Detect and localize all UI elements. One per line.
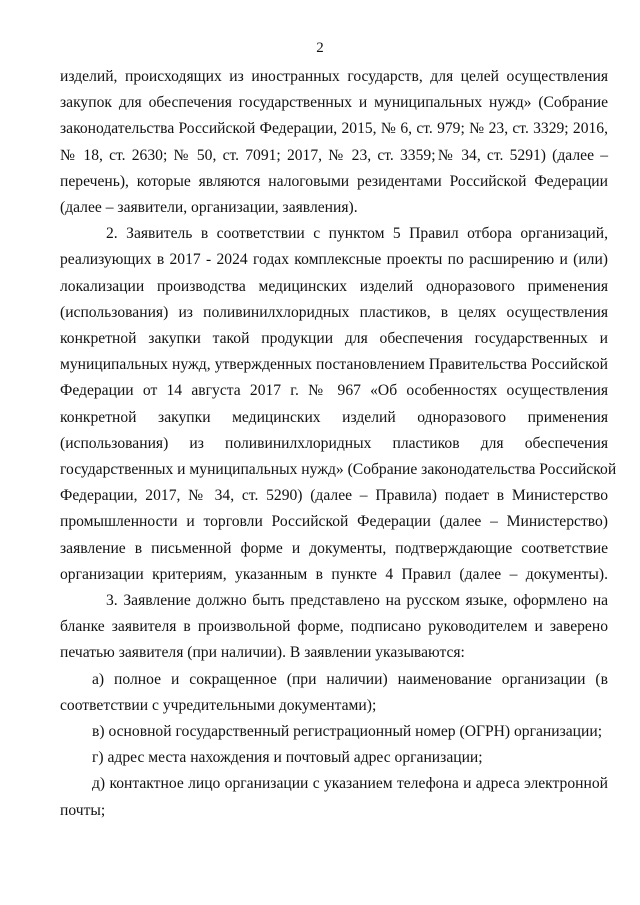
- text-line: организации критериям, указанным в пункте 4 Правил (далее – документы).: [60, 565, 608, 583]
- paragraph-subitem-d: [60, 771, 608, 823]
- text-line: а) полное и сокращенное (при наличии) наименование организации (в: [92, 670, 608, 688]
- paragraph-item-3: [60, 588, 608, 667]
- text-line: соответствии с учредительными документами);: [60, 696, 377, 714]
- paragraph-item-2: [60, 221, 617, 588]
- text-line: закупок для обеспечения государственных и муниципальных нужд» (Собрание: [60, 94, 608, 112]
- page-number: 2: [316, 40, 324, 56]
- text-line: (использования) из поливинилхлоридных пластиков, в целях осуществления: [60, 303, 608, 321]
- text-line: г) адрес места нахождения и почтовый адрес организации;: [92, 749, 483, 767]
- paragraph-continuation: [60, 64, 608, 221]
- text-line: государственных и муниципальных нужд» (Собрание законодательства Российской: [60, 461, 617, 479]
- text-line: д) контактное лицо организации с указанием телефона и адреса электронной: [92, 775, 608, 793]
- paragraph-subitem-g: [60, 745, 608, 771]
- text-line: промышленности и торговли Российской Федерации (далее – Министерство): [60, 513, 608, 531]
- text-line: (использования) из поливинилхлоридных пластиков для обеспечения: [60, 434, 608, 452]
- text-line: законодательства Российской Федерации, 2015, № 6, ст. 979; № 23, ст. 3329; 2016,: [60, 120, 608, 138]
- text-line: в) основной государственный регистрационный номер (ОГРН) организации;: [92, 723, 603, 741]
- text-line: Федерации от 14 августа 2017 г. № 967 «Об особенностях осуществления: [60, 382, 608, 400]
- text-line: (далее – заявители, организации, заявления).: [60, 199, 358, 217]
- text-line: № 18, ст. 2630; № 50, ст. 7091; 2017, № 23, ст. 3359;№ 34, ст. 5291) (далее –: [60, 146, 608, 164]
- text-line: 2. Заявитель в соответствии с пунктом 5 Правил отбора организаций,: [106, 225, 608, 243]
- document-body: [60, 64, 617, 824]
- text-line: реализующих в 2017 - 2024 годах комплексные проекты по расширению и (или): [60, 251, 608, 269]
- text-line: бланке заявителя в произвольной форме, подписано руководителем и заверено: [60, 618, 608, 636]
- text-line: перечень), которые являются налоговыми резидентами Российской Федерации: [60, 172, 608, 190]
- text-line: изделий, происходящих из иностранных государств, для целей осуществления: [60, 68, 608, 85]
- paragraph-subitem-a: [60, 667, 608, 719]
- text-line: конкретной закупки медицинских изделий одноразового применения: [60, 408, 608, 426]
- text-line: локализации производства медицинских изделий одноразового применения: [60, 277, 608, 295]
- text-line: заявление в письменной форме и документы, подтверждающие соответствие: [60, 539, 608, 557]
- text-line: почты;: [60, 801, 106, 819]
- text-line: конкретной закупки такой продукции для обеспечения государственных и: [60, 330, 608, 348]
- text-line: печатью заявителя (при наличии). В заявлении указываются:: [60, 644, 465, 662]
- paragraph-subitem-v: [60, 719, 608, 745]
- text-line: 3. Заявление должно быть представлено на русском языке, оформлено на: [106, 592, 608, 610]
- text-line: муниципальных нужд, утвержденных постановлением Правительства Российской: [60, 356, 608, 374]
- text-line: Федерации, 2017, № 34, ст. 5290) (далее – Правила) подает в Министерство: [60, 487, 608, 505]
